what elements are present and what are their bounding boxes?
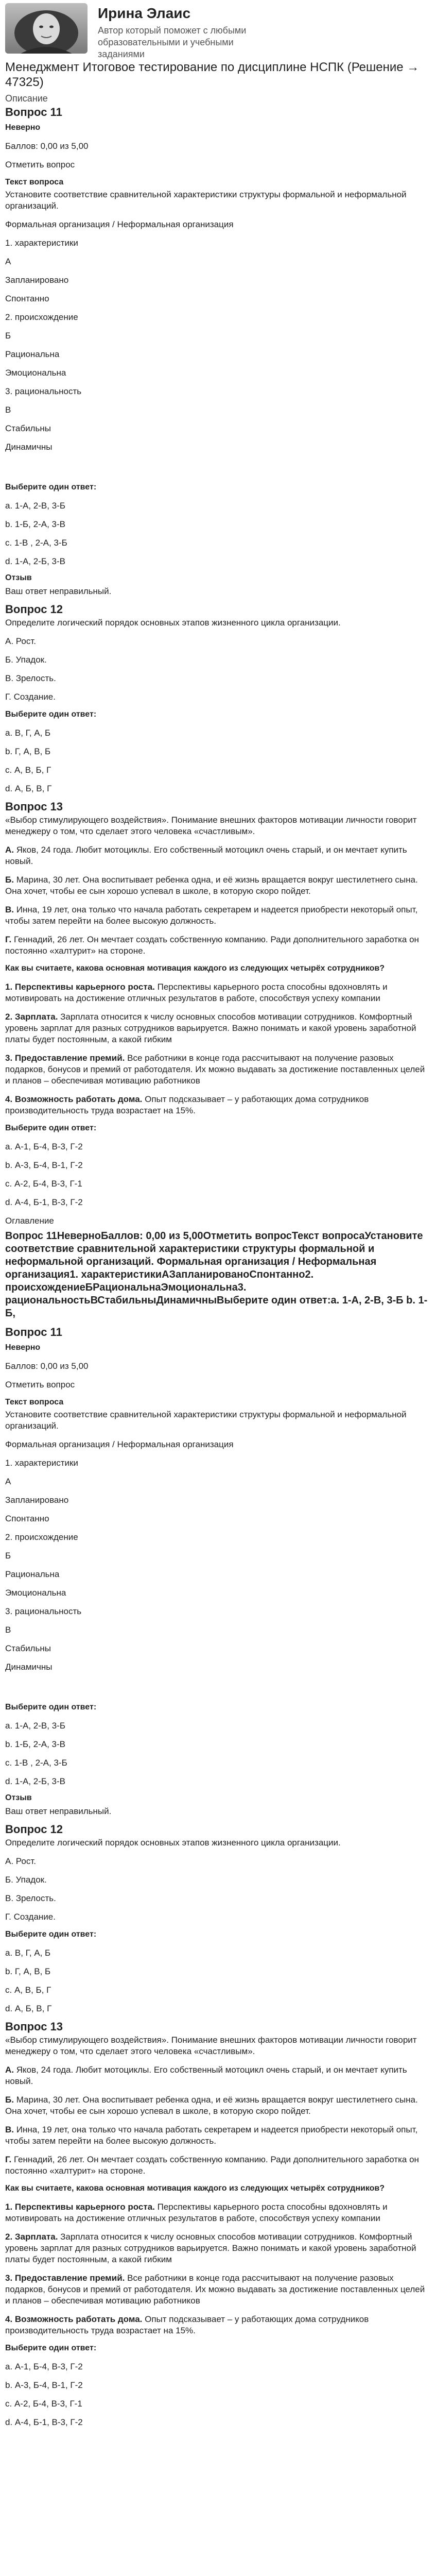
feedback-text: Ваш ответ неправильный.: [5, 1806, 112, 1816]
list-item: Спонтанно: [5, 294, 49, 303]
person-description: [5, 844, 431, 867]
list-item: Динамичны: [5, 442, 53, 452]
answer-option[interactable]: d. А, Б, В, Г: [5, 784, 52, 793]
question-text: «Выбор стимулирующего воздействия». Понимание внешних факторов мотивации личности говорит менеджеру о том, что сделает этого человека «счастливым».: [5, 815, 417, 836]
question-text: Определите логический порядок основных этапов жизненного цикла организации.: [5, 1838, 341, 1848]
question-text-label: Текст вопроса: [5, 178, 64, 187]
person-lead: Б.: [5, 875, 14, 885]
document-title: Менеджмент Итоговое тестирование по дисциплине НСПК (Решение → 47325): [5, 60, 420, 89]
motivation-text: Перспективы карьерного роста способны вдохновлять и мотивировать на достижение отличных результатов в работе, способствуя успеху компании: [5, 2202, 388, 2223]
answer-option[interactable]: c. 1-В , 2-А, 3-Б: [5, 538, 67, 548]
answer-option[interactable]: c. А-2, Б-4, В-3, Г-1: [5, 2399, 82, 2409]
list-item: В. Зрелость.: [5, 1893, 56, 1903]
author-description: Автор который поможет с любыми образовательными и учебными заданиями: [98, 25, 247, 59]
list-item: В: [5, 405, 11, 415]
motivation-item: [5, 1011, 431, 1045]
section-description-label: Описание: [5, 93, 48, 104]
list-item: Запланировано: [5, 275, 69, 285]
person-description: [5, 2154, 431, 2177]
list-item: Запланировано: [5, 1495, 69, 1505]
motivation-lead: 1. Перспективы карьерного роста.: [5, 982, 155, 992]
person-text: Инна, 19 лет, она только что начала работать секретарем и надеется приобрести некоторый опыт, чтобы затем перейти на более высокую должность.: [5, 905, 418, 926]
motivation-text: Все работники в конце года рассчитывают на получение разовых подарков, бонусов и премий от работодателя. Их можно выдавать за достижение поставленных целей и планов – обеспечивая мотивацию работников: [5, 2273, 425, 2306]
motivation-lead: 3. Предоставление премий.: [5, 1053, 125, 1063]
answer-option[interactable]: d. 1-А, 2-Б, 3-В: [5, 1776, 65, 1786]
list-item: 2. происхождение: [5, 1532, 78, 1542]
person-lead: В.: [5, 2125, 14, 2134]
choose-answer-label: Выберите один ответ:: [5, 2344, 97, 2352]
answer-option[interactable]: b. А-3, Б-4, В-1, Г-2: [5, 2380, 83, 2390]
author-header: [5, 3, 431, 58]
list-item: Б: [5, 331, 11, 341]
list-item: Б: [5, 1551, 11, 1561]
person-lead: А.: [5, 2065, 14, 2075]
feedback-label: Отзыв: [5, 1793, 32, 1802]
motivation-text: Опыт подсказывает – у работающих дома сотрудников производительность труда возрастает на 15%.: [5, 1094, 369, 1115]
question-11-repeat: [5, 1325, 431, 1817]
list-item: А. Рост.: [5, 1856, 36, 1866]
question-title: Вопрос 13: [5, 800, 63, 813]
answer-option[interactable]: a. В, Г, А, Б: [5, 728, 51, 738]
section-contents-label: Оглавление: [5, 1216, 54, 1226]
answer-option[interactable]: b. 1-Б, 2-А, 3-В: [5, 519, 65, 529]
motivation-item: [5, 2201, 431, 2224]
answer-option[interactable]: a. А-1, Б-4, В-3, Г-2: [5, 1142, 83, 1151]
motivation-lead: 2. Зарплата.: [5, 1012, 58, 1022]
person-text: Геннадий, 26 лет. Он мечтает создать собственную компанию. Ради дополнительного заработка он постоянно «халтурит» на стороне.: [5, 935, 419, 956]
answer-option[interactable]: b. А-3, Б-4, В-1, Г-2: [5, 1160, 83, 1170]
person-description: [5, 934, 431, 957]
answer-option[interactable]: c. А-2, Б-4, В-3, Г-1: [5, 1179, 82, 1189]
answer-option[interactable]: b. Г, А, В, Б: [5, 747, 51, 756]
motivation-lead: 3. Предоставление премий.: [5, 2273, 125, 2283]
choose-answer-label: Выберите один ответ:: [5, 1703, 97, 1711]
person-description: [5, 904, 431, 927]
list-item: Эмоциональна: [5, 368, 66, 378]
question-title: Вопрос 12: [5, 1823, 63, 1836]
person-text: Яков, 24 года. Любит мотоциклы. Его собственный мотоцикл очень старый, и он мечтает купить новый.: [5, 845, 407, 866]
list-item: Динамичны: [5, 1662, 53, 1672]
answer-option[interactable]: b. Г, А, В, Б: [5, 1967, 51, 1976]
person-description: [5, 2094, 431, 2117]
motivation-text: Зарплата относится к числу основных способов мотивации сотрудников. Комфортный уровень зарплат для разных сотрудников варьируется. Важно понимать и какой уровень заработной платы будет постоянным, а какой гибким: [5, 1012, 416, 1044]
feedback-text: Ваш ответ неправильный.: [5, 586, 112, 596]
list-item: Б. Упадок.: [5, 655, 47, 665]
list-item: Рациональна: [5, 1569, 60, 1579]
motivation-question: Как вы считаете, какова основная мотивация каждого из следующих четырёх сотрудников?: [5, 2184, 385, 2193]
list-item: Спонтанно: [5, 1514, 49, 1523]
motivation-text: Зарплата относится к числу основных способов мотивации сотрудников. Комфортный уровень зарплат для разных сотрудников варьируется. Важно понимать и какой уровень заработной платы будет постоянным, а какой гибким: [5, 2232, 416, 2264]
question-text: Установите соответствие сравнительной характеристики структуры формальной и неформальной организаций.: [5, 190, 407, 211]
list-item: 3. рациональность: [5, 386, 82, 396]
motivation-text: Перспективы карьерного роста способны вдохновлять и мотивировать на достижение отличных результатов в работе, способствуя успеху компании: [5, 982, 388, 1003]
answer-option[interactable]: d. А-4, Б-1, В-3, Г-2: [5, 1197, 83, 1207]
list-item: Эмоциональна: [5, 1588, 66, 1598]
flag-question-link[interactable]: Отметить вопрос: [5, 1380, 75, 1389]
question-title: Вопрос 11: [5, 1326, 62, 1338]
question-subtitle: Формальная организация / Неформальная организация: [5, 1439, 234, 1449]
list-item: Рациональна: [5, 349, 60, 359]
list-item: 1. характеристики: [5, 1458, 78, 1468]
question-score: Баллов: 0,00 из 5,00: [5, 1361, 89, 1371]
author-avatar[interactable]: [5, 3, 88, 54]
person-lead: Г.: [5, 935, 12, 944]
question-title: Вопрос 13: [5, 2020, 63, 2033]
motivation-text: Опыт подсказывает – у работающих дома сотрудников производительность труда возрастает на 15%.: [5, 2314, 369, 2335]
person-text: Яков, 24 года. Любит мотоциклы. Его собственный мотоцикл очень старый, и он мечтает купить новый.: [5, 2065, 407, 2086]
answer-option[interactable]: c. 1-В , 2-А, 3-Б: [5, 1758, 67, 1768]
question-12-repeat: [5, 1822, 431, 2014]
motivation-question: Как вы считаете, какова основная мотивация каждого из следующих четырёх сотрудников?: [5, 964, 385, 973]
list-item: 3. рациональность: [5, 1606, 82, 1616]
question-subtitle: Формальная организация / Неформальная организация: [5, 219, 234, 229]
choose-answer-label: Выберите один ответ:: [5, 710, 97, 719]
question-status: Неверно: [5, 123, 41, 132]
motivation-text: Все работники в конце года рассчитывают на получение разовых подарков, бонусов и премий от работодателя. Их можно выдавать за достижение поставленных целей и планов – обеспечивая мотивацию работников: [5, 1053, 425, 1086]
answer-option[interactable]: d. 1-А, 2-Б, 3-В: [5, 556, 65, 566]
answer-option[interactable]: a. 1-А, 2-В, 3-Б: [5, 1721, 65, 1731]
question-13-repeat: [5, 2020, 431, 2428]
motivation-item: [5, 981, 431, 1004]
list-item: А. Рост.: [5, 636, 36, 646]
person-lead: Б.: [5, 2095, 14, 2105]
motivation-lead: 4. Возможность работать дома.: [5, 2314, 143, 2324]
motivation-item: [5, 1053, 431, 1087]
question-13: [5, 800, 431, 1208]
contents-merged-text: Вопрос 11НеверноБаллов: 0,00 из 5,00Отметить вопросТекст вопросаУстановите соответствие сравнительной характеристики структуры формальной и неформальной организаций. Формальная организация / Неформальная организация1. характеристикиАЗапланированоСпонтанно2. происхождениеБРациональнаЭмоциональна3. рациональностьВСтабильныДинамичныВыберите один ответ:a. 1-А, 2-В, 3-Б b. 1-Б,: [5, 1230, 428, 1319]
flag-question-link[interactable]: Отметить вопрос: [5, 160, 75, 170]
question-title: Вопрос 12: [5, 603, 63, 616]
list-item: 2. происхождение: [5, 312, 78, 322]
question-text: «Выбор стимулирующего воздействия». Понимание внешних факторов мотивации личности говорит менеджеру о том, что сделает этого человека «счастливым».: [5, 2035, 417, 2056]
list-item: А: [5, 257, 11, 266]
person-description: [5, 874, 431, 897]
list-item: В: [5, 1625, 11, 1635]
motivation-item: [5, 2231, 431, 2265]
answer-option[interactable]: a. В, Г, А, Б: [5, 1948, 51, 1958]
list-item: Б. Упадок.: [5, 1875, 47, 1885]
choose-answer-label: Выберите один ответ:: [5, 483, 97, 492]
answer-option[interactable]: a. 1-А, 2-В, 3-Б: [5, 501, 65, 511]
list-item: Стабильны: [5, 1643, 51, 1653]
answer-option[interactable]: d. А, Б, В, Г: [5, 2004, 52, 2013]
list-item: 1. характеристики: [5, 238, 78, 248]
question-score: Баллов: 0,00 из 5,00: [5, 141, 89, 151]
motivation-lead: 2. Зарплата.: [5, 2232, 58, 2242]
person-description: [5, 2064, 431, 2087]
list-item: Г. Создание.: [5, 692, 56, 702]
motivation-item: [5, 2273, 431, 2307]
list-item: Г. Создание.: [5, 1912, 56, 1922]
person-text: Марина, 30 лет. Она воспитывает ребенка одна, и её жизнь вращается вокруг шестилетнего сына. Она хочет, чтобы ее сын хорошо успевал в школе, в которую скоро пойдет.: [5, 875, 418, 896]
question-12: [5, 602, 431, 794]
list-item: А: [5, 1477, 11, 1486]
question-11: [5, 105, 431, 597]
motivation-item: [5, 1094, 431, 1116]
answer-option[interactable]: b. 1-Б, 2-А, 3-В: [5, 1739, 65, 1749]
question-status: Неверно: [5, 1343, 41, 1352]
question-text-label: Текст вопроса: [5, 1398, 64, 1406]
person-text: Инна, 19 лет, она только что начала работать секретарем и надеется приобрести некоторый опыт, чтобы затем перейти на более высокую должность.: [5, 2125, 418, 2146]
answer-option[interactable]: c. А, В, Б, Г: [5, 1985, 51, 1995]
person-text: Марина, 30 лет. Она воспитывает ребенка одна, и её жизнь вращается вокруг шестилетнего сына. Она хочет, чтобы ее сын хорошо успевал в школе, в которую скоро пойдет.: [5, 2095, 418, 2116]
list-item: Стабильны: [5, 423, 51, 433]
motivation-lead: 1. Перспективы карьерного роста.: [5, 2202, 155, 2212]
person-lead: Г.: [5, 2155, 12, 2164]
feedback-label: Отзыв: [5, 573, 32, 582]
motivation-lead: 4. Возможность работать дома.: [5, 1094, 143, 1104]
person-lead: В.: [5, 905, 14, 914]
question-text: Установите соответствие сравнительной характеристики структуры формальной и неформальной организаций.: [5, 1410, 407, 1431]
question-title: Вопрос 11: [5, 106, 62, 118]
choose-answer-label: Выберите один ответ:: [5, 1930, 97, 1939]
person-lead: А.: [5, 845, 14, 855]
question-text: Определите логический порядок основных этапов жизненного цикла организации.: [5, 618, 341, 628]
answer-option[interactable]: d. А-4, Б-1, В-3, Г-2: [5, 2417, 83, 2427]
author-name[interactable]: Ирина Элаис: [98, 5, 191, 21]
list-item: В. Зрелость.: [5, 673, 56, 683]
motivation-item: [5, 2314, 431, 2336]
answer-option[interactable]: a. А-1, Б-4, В-3, Г-2: [5, 2362, 83, 2371]
answer-option[interactable]: c. А, В, Б, Г: [5, 765, 51, 775]
person-description: [5, 2124, 431, 2147]
choose-answer-label: Выберите один ответ:: [5, 1124, 97, 1132]
person-text: Геннадий, 26 лет. Он мечтает создать собственную компанию. Ради дополнительного заработка он постоянно «халтурит» на стороне.: [5, 2155, 419, 2176]
